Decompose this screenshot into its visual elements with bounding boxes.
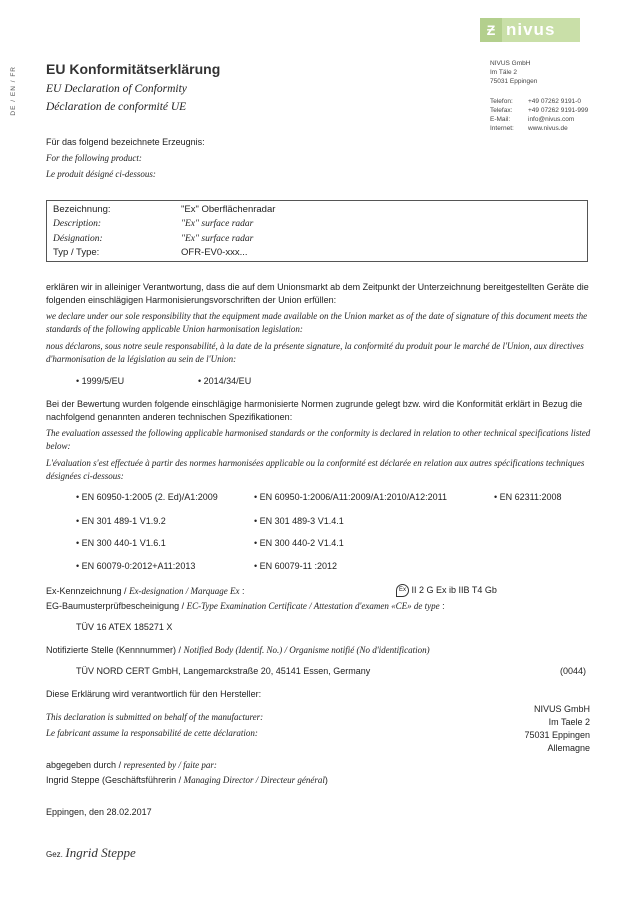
nivus-logo [480, 18, 580, 42]
signature-prefix: Gez. [46, 850, 63, 859]
type-exam-label-de: EG-Baumusterprüfbescheinigung / [46, 601, 187, 611]
representative-name [46, 775, 328, 787]
manufacturer-address-line: Im Taele 2 [548, 717, 590, 728]
contact-label: Telefax: [490, 107, 513, 115]
represented-label-en-fr: represented by / faite par: [123, 760, 217, 770]
fax-value: +49 07262 9191-999 [528, 107, 589, 115]
product-row [53, 233, 254, 245]
represented-label-de: abgegeben durch / [46, 760, 124, 770]
ex-marking-value: II 2 G Ex ib IIB T4 Gb [411, 584, 497, 595]
product-table [46, 200, 588, 262]
product-intro-de: Für das folgend bezeichnete Erzeugnis: [46, 137, 205, 147]
directive-item: • 1999/5/EU [76, 376, 125, 386]
notified-body-value: TÜV NORD CERT GmbH, Langemarckstraße 20, 45141 Essen, Germany [76, 666, 371, 676]
title-fr: Déclaration de conformité UE [46, 101, 187, 113]
notified-body-label-en-fr: Notified Body (Identif. No.) / Organisme notifié (No d'identification) [183, 645, 430, 655]
evaluation-de: Bei der Bewertung wurden folgende einschlägige harmonisierte Normen zugrunde gelegt bzw. wird die Konformität erklärt in Bezug die nachfolgend genannten anderen technischen Spezifikationen: [46, 399, 583, 423]
type-exam-label-en-fr: EC-Type Examination Certificate / Attestation d'examen «CE» de type [186, 601, 440, 611]
website-value: www.nivus.de [528, 125, 568, 133]
standard-item: • EN 301 489-1 V1.9.2 [76, 516, 166, 526]
representative-title-en-fr: Managing Director / Directeur général [183, 775, 325, 785]
manufacturer-intro-de: Diese Erklärung wird verantwortlich für den Hersteller: [46, 689, 262, 699]
standard-item: • EN 300 440-2 V1.4.1 [254, 538, 344, 548]
ex-marking-label-de: Ex-Kennzeichnung / [46, 586, 130, 596]
ex-marking-value-group [396, 584, 497, 597]
declaration-en: we declare under our sole responsibility that the equipment made available on the Union market as of the date of signature of this document meets the standards of the following applicable Union harmonisation legislation: [46, 311, 588, 335]
title-en: EU Declaration of Conformity [46, 83, 187, 95]
product-intro-en: For the following product: [46, 153, 142, 163]
standard-item: • EN 301 489-3 V1.4.1 [254, 516, 344, 526]
manufacturer-intro-fr: Le fabricant assume la responsabilité de cette déclaration: [46, 728, 258, 738]
language-side-label: DE / EN / FR [10, 66, 17, 116]
standard-item: • EN 60079-0:2012+A11:2013 [76, 561, 196, 571]
manufacturer-address-line: Allemagne [547, 743, 590, 754]
product-row-value: "Ex" surface radar [181, 234, 254, 244]
product-row [53, 204, 276, 216]
signature: Ingrid Steppe [65, 845, 136, 860]
represented-label [46, 760, 217, 772]
ex-marking-label [46, 586, 244, 598]
product-row [53, 218, 254, 230]
representative-name-de: Ingrid Steppe (Geschäftsführerin / [46, 775, 184, 785]
product-row-label: Désignation: [53, 234, 103, 244]
standard-item: • EN 60079-11 :2012 [254, 561, 338, 571]
logo-mark-icon: Ƶ [480, 18, 502, 42]
phone-value: +49 07262 9191-0 [528, 98, 581, 105]
address-line: NIVUS GmbH [490, 60, 531, 67]
type-exam-label [46, 601, 445, 613]
product-row-label: Description: [53, 219, 102, 229]
product-row [53, 247, 248, 259]
contact-label: E-Mail: [490, 116, 511, 124]
notified-body-number: (0044) [560, 666, 587, 676]
standard-item: • EN 60950-1:2006/A11:2009/A1:2010/A12:2011 [254, 492, 447, 502]
address-line: Im Täle 2 [490, 68, 517, 76]
declaration-de: erklären wir in alleiniger Verantwortung, dass die auf dem Unionsmarkt ab dem Zeitpunkt der Unterzeichnung bereitgestellten Geräte die folgenden einschlägigen Harmonisierungsvorschriften der Union erfüllen: [46, 282, 589, 306]
evaluation-en: The evaluation assessed the following applicable harmonised standards or the conformity is declared in relation to other technical specifications listed below: [46, 428, 591, 452]
declaration-fr: nous déclarons, sous notre seule responsabilité, à la date de la présente signature, la conformité du produit pour le marché de l'Union, aux directives d'harmonisation de la législation au sein de l'Union: [46, 341, 584, 365]
ex-marking-label-en-fr: Ex-designation / Marquage Ex [129, 586, 240, 596]
directive-item: • 2014/34/EU [198, 376, 252, 386]
email-value: info@nivus.com [528, 116, 575, 124]
contact-label: Telefon: [490, 98, 513, 105]
manufacturer-address-line: NIVUS GmbH [533, 704, 590, 714]
colon: : [439, 601, 445, 611]
title-de: EU Konformitätserklärung [46, 61, 221, 77]
type-exam-value: TÜV 16 ATEX 185271 X [76, 622, 173, 632]
standard-item: • EN 60950-1:2005 (2. Ed)/A1:2009 [76, 492, 218, 502]
product-row-value: "Ex" Oberflächenradar [181, 204, 276, 215]
manufacturer-intro-en: This declaration is submitted on behalf of the manufacturer: [46, 712, 264, 722]
standard-item: • EN 300 440-1 V1.6.1 [76, 538, 166, 548]
closing-paren: ) [324, 775, 328, 785]
notified-body-label [46, 645, 430, 657]
product-row-label: Typ / Type: [53, 247, 100, 258]
contact-label: Internet: [490, 125, 514, 133]
signature-block [46, 845, 136, 862]
standard-item: • EN 62311:2008 [494, 492, 562, 502]
manufacturer-address [470, 703, 590, 755]
product-row-value: "Ex" surface radar [181, 219, 254, 229]
address-line: 75031 Eppingen [490, 77, 538, 85]
company-contacts [490, 97, 588, 133]
manufacturer-address-line: 75031 Eppingen [524, 730, 590, 741]
place-date: Eppingen, den 28.02.2017 [46, 807, 152, 817]
product-row-value: OFR-EV0-xxx... [181, 247, 248, 258]
evaluation-fr: L'évaluation s'est effectuée à partir des normes harmonisées applicable ou la conformité est déclarée en relation aux autres spécifications techniques désignées ci-dessous: [46, 458, 585, 482]
colon: : [239, 586, 245, 596]
logo-wordmark: nivus [506, 19, 556, 39]
notified-body-label-de: Notifizierte Stelle (Kennnummer) / [46, 645, 184, 655]
product-row-label: Bezeichnung: [53, 204, 111, 215]
ex-symbol-icon: Ex [396, 584, 409, 597]
product-intro-fr: Le produit désigné ci-dessous: [46, 169, 156, 179]
company-address [490, 60, 537, 86]
